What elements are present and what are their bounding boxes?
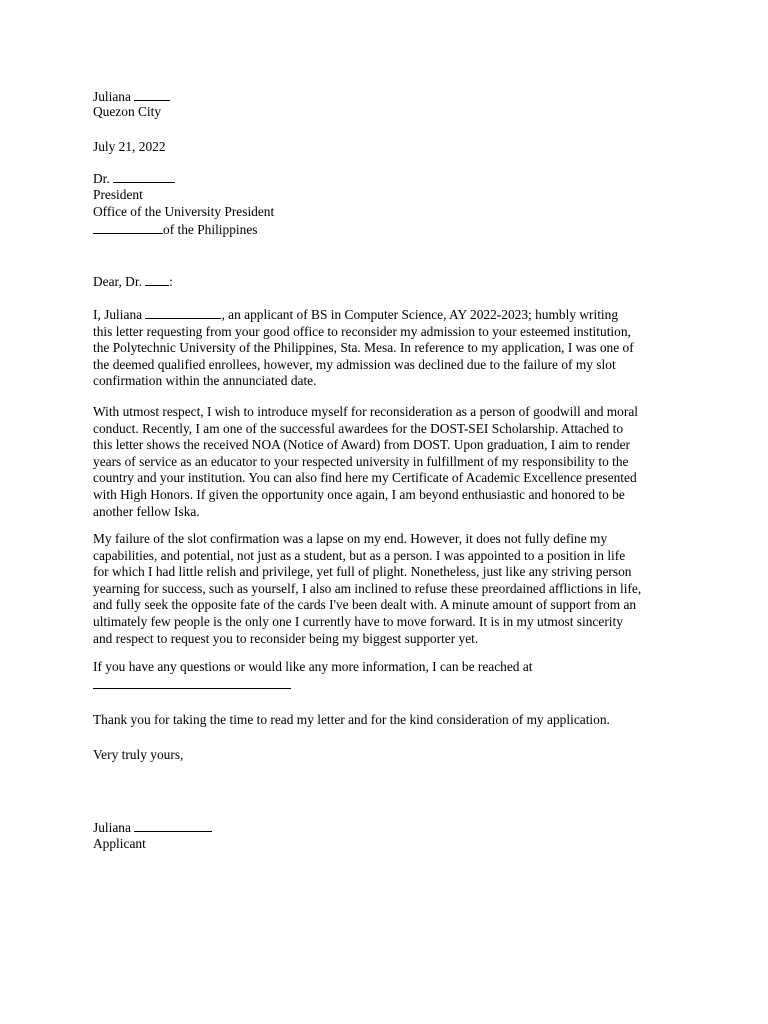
paragraph-line: this letter shows the received NOA (Notice of Award) from DOST. Upon graduation, I aim to render xyxy=(93,437,630,453)
sender-city: Quezon City xyxy=(93,104,162,119)
paragraph-line: yearning for success, such as yourself, I also am inclined to refuse these preordained afflictions in life, xyxy=(93,580,642,596)
signature-name-line xyxy=(93,819,212,837)
paragraph1-lead: I, Juliana xyxy=(93,307,143,322)
paragraph-line: for which I had little relish and privilege, yet full of plight. Nonetheless, just like any striving person xyxy=(93,564,632,580)
paragraph-thanks: Thank you for taking the time to read my letter and for the kind consideration of my application. xyxy=(93,712,610,727)
salutation xyxy=(93,273,173,291)
signature-role: Applicant xyxy=(93,836,146,851)
salutation-text: Dear, Dr. xyxy=(93,274,142,289)
contact-info-line xyxy=(93,676,291,694)
paragraph-contact: If you have any questions or would like any more information, I can be reached at xyxy=(93,659,533,674)
paragraph-line: With utmost respect, I wish to introduce myself for reconsideration as a person of goodwill and moral xyxy=(93,404,638,419)
paragraph-line: and respect to request you to reconsider being my biggest supporter yet. xyxy=(93,630,479,646)
paragraph-line: with High Honors. If given the opportunity once again, I am beyond enthusiastic and honored to be xyxy=(93,486,625,502)
paragraph-line xyxy=(93,306,683,324)
salutation-name-blank xyxy=(145,273,169,286)
paragraph-reflection xyxy=(93,531,683,647)
paragraph-line: country and your institution. You can also find here my Certificate of Academic Excellence presented xyxy=(93,470,637,486)
paragraph-introduction xyxy=(93,404,683,520)
paragraph-line: the Polytechnic University of the Philippines, Sta. Mesa. In reference to my application, I was one of xyxy=(93,340,634,356)
paragraph1-line1-rest: , an applicant of BS in Computer Science, AY 2022-2023; humbly writing xyxy=(221,307,619,322)
signature-surname-blank xyxy=(134,819,212,832)
university-name-blank xyxy=(93,221,163,234)
contact-info-blank xyxy=(93,676,291,689)
salutation-colon: : xyxy=(169,274,174,289)
paragraph-line: ultimately few people is the only one I currently have to move forward. It is in my utmost sincerity xyxy=(93,613,623,629)
recipient-name-line xyxy=(93,170,175,188)
applicant-surname-blank xyxy=(145,306,221,319)
sender-name: Juliana xyxy=(93,89,131,104)
sender-name-line xyxy=(93,88,170,106)
paragraph-line: conduct. Recently, I am one of the successful awardees for the DOST-SEI Scholarship. Attached to xyxy=(93,420,624,436)
closing: Very truly yours, xyxy=(93,747,184,762)
paragraph-line: the deemed qualified enrollees, however, my admission was declined due to the failure of my slot xyxy=(93,356,616,372)
paragraph-line: and fully seek the opposite fate of the cards I've been dealt with. A minute amount of support from an xyxy=(93,597,637,613)
paragraph-line: My failure of the slot confirmation was a lapse on my end. However, it does not fully define my xyxy=(93,531,608,546)
paragraph-intro xyxy=(93,306,683,390)
sender-surname-blank xyxy=(134,88,170,101)
recipient-office: Office of the University President xyxy=(93,204,275,219)
paragraph-line: capabilities, and potential, not just as a student, but as a person. I was appointed to a position in life xyxy=(93,547,626,563)
paragraph-line: this letter requesting from your good office to reconsider my admission to your esteemed institution, xyxy=(93,323,631,339)
recipient-title: Dr. xyxy=(93,171,110,186)
recipient-university-line xyxy=(93,221,257,239)
letter-date: July 21, 2022 xyxy=(93,139,166,154)
recipient-name-blank xyxy=(113,170,175,183)
paragraph-line: years of service as an educator to your respected university in fulfillment of my responsibility to the xyxy=(93,453,629,469)
signature-name: Juliana xyxy=(93,820,131,835)
paragraph-line: confirmation within the annunciated date. xyxy=(93,373,317,389)
recipient-position: President xyxy=(93,187,143,202)
paragraph-line: another fellow Iska. xyxy=(93,503,200,519)
recipient-university-suffix: of the Philippines xyxy=(163,222,258,237)
